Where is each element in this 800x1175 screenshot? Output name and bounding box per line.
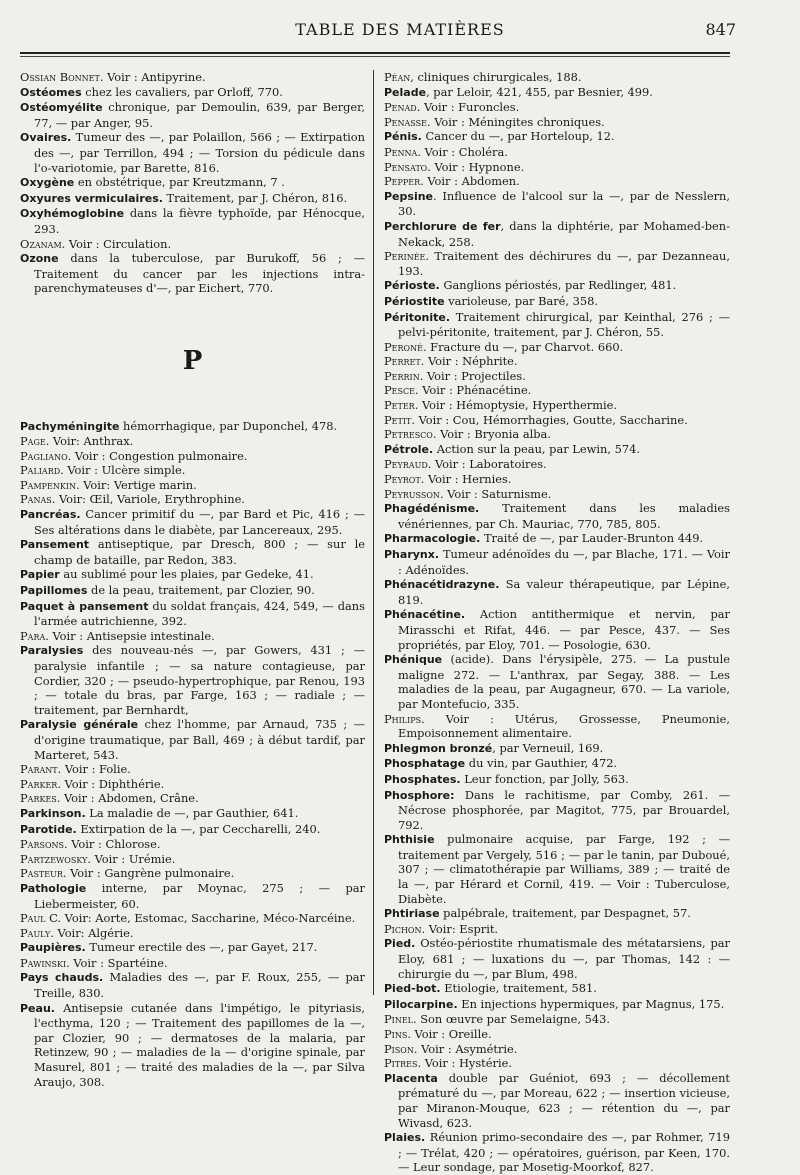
index-entry [20, 837, 365, 852]
header-rule-thin [20, 56, 730, 57]
index-entry [20, 911, 365, 926]
entries-p-continued [384, 70, 730, 1175]
index-entry [384, 70, 730, 85]
entry-heading: Peyrusson [384, 486, 440, 501]
index-entry [384, 501, 730, 531]
entry-heading: Pepper [384, 174, 421, 189]
entry-text: des nouveau-nés —, par Gowers, 431 ; — paralysie infantile ; — sa nature contagieuse, par Cordier, 320 ; — pseudo-hypertrophique, par Renou, 193 ; — totale du bras, par Farge, 163 ; — radiale ; — traitement, par Bernhardt, [34, 643, 365, 717]
column-divider [373, 70, 374, 995]
entry-heading: Para [20, 628, 46, 643]
entry-text: du vin, par Gauthier, 472. [465, 756, 618, 771]
entry-heading: Parker [20, 776, 58, 791]
entry-heading: Paupières. [20, 941, 86, 955]
index-entry [384, 294, 730, 310]
entry-heading: Périostite [384, 294, 445, 308]
entry-text: interne, par Moynac, 275 ; — par Liebermeister, 60. [34, 880, 365, 911]
entry-text: . Voir : Oreille. [407, 1027, 492, 1041]
index-entry [20, 629, 365, 644]
entry-heading: Oxyhémoglobine [20, 207, 125, 221]
index-entry [384, 278, 730, 294]
index-entry [20, 926, 365, 941]
entry-heading: Pénis. [384, 130, 422, 144]
entry-text: . Voir : Circulation. [61, 236, 172, 251]
entry-text: . Voir: Anthrax. [45, 434, 134, 449]
entry-heading: Pharynx. [384, 548, 440, 561]
index-entry [384, 922, 730, 937]
entry-heading: Paquet à pansement [20, 599, 149, 613]
index-entry [384, 413, 730, 428]
entry-heading: Phlegmon bronzé [384, 741, 493, 755]
index-entry [384, 712, 730, 741]
index-entry [384, 997, 730, 1013]
index-entry [384, 115, 730, 130]
entry-text: . Voir : Hémoptysie, Hyperthermie. [414, 398, 618, 413]
entry-text: . Voir: Algérie. [50, 925, 134, 940]
entry-text: . Voir : Bryonia alba. [432, 427, 551, 442]
entry-text: Cancer primitif du —, par Bard et Pic, 416 ; — Ses altérations dans le diabète, par Lancereaux, 295. [34, 507, 365, 537]
entry-text: en obstétrique, par Kreutzmann, 7 . [74, 175, 285, 190]
entry-text: . Voir : Gangrène pulmonaire. [62, 866, 235, 881]
entry-text: Tumeur erectile des —, par Gayet, 217. [85, 940, 318, 955]
index-entry [384, 1071, 730, 1130]
entry-heading: Ovaires. [20, 131, 72, 145]
entry-heading: Plaies. [384, 1131, 426, 1145]
entry-text: Ganglions périostés, par Redlinger, 481. [439, 278, 677, 293]
entry-text: . Voir : Abdomen. [420, 174, 520, 189]
index-entry [20, 191, 365, 207]
index-entry [384, 1056, 730, 1071]
index-entry [384, 547, 730, 577]
index-entry [20, 463, 365, 478]
entry-heading: Ostéomes [20, 85, 82, 99]
index-entry [20, 507, 365, 537]
index-entry [384, 398, 730, 413]
entry-text: Extirpation de la —, par Ceccharelli, 240. [76, 821, 321, 836]
index-entry [384, 741, 730, 757]
right-column [384, 70, 730, 1175]
entry-heading: Oxyures vermiculaires. [20, 191, 163, 205]
entry-heading: Phénacétine. [384, 608, 466, 622]
index-entry [384, 310, 730, 340]
index-entry [20, 567, 365, 583]
entry-text: . Fracture du —, par Charvot. 660. [422, 339, 624, 354]
entry-heading: Pagliano [20, 448, 68, 463]
entry-heading: Pensato [384, 159, 428, 174]
entry-heading: Pansement [20, 538, 90, 552]
section-letter: P [182, 345, 203, 376]
entries-p [20, 419, 365, 1090]
page-number: 847 [705, 20, 736, 39]
index-entry [20, 822, 365, 838]
entry-heading: Pathologie [20, 881, 87, 895]
index-entry [384, 174, 730, 189]
entry-heading: Paralysie générale [20, 718, 139, 732]
entry-text: double par Guéniot, 693 ; — décollement prématuré du —, par Moreau, 622 ; — insertion vicieuse, par Miranon-Mouque, 623 ; — rétention du —, par Wivasd, 623. [398, 1070, 730, 1130]
entry-heading: Pins [384, 1027, 408, 1041]
entry-text: Dans le rachitisme, par Comby, 261. — Nécrose phosphorée, par Magitot, 775, par Brouardel, 792. [398, 787, 730, 832]
page-header [0, 18, 800, 46]
index-entry [384, 442, 730, 458]
entry-text: . Voir : Furoncles. [416, 100, 520, 115]
entry-heading: Pays chauds. [20, 971, 104, 985]
entry-heading: Paralysies [20, 644, 84, 658]
index-entry [20, 130, 365, 175]
index-entry [20, 762, 365, 777]
entry-heading: Phagédénisme. [384, 502, 480, 516]
entry-text: . Voir : Spartéine. [66, 955, 168, 970]
entry-heading: Page [20, 434, 46, 449]
entry-heading: Phosphatage [384, 757, 466, 771]
entry-heading: Pawinski [20, 955, 67, 970]
index-entry [384, 772, 730, 788]
index-entry [384, 160, 730, 175]
index-entry [384, 383, 730, 398]
entry-text: Action sur la peau, par Lewin, 574. [433, 441, 640, 456]
entry-text: , dans la diphtérie, par Mohamed-ben-Nekack, 258. [398, 218, 730, 249]
index-entry [20, 537, 365, 567]
index-entry [20, 206, 365, 236]
entry-text: . Influence de l'alcool sur la —, par de Nesslern, 30. [398, 188, 730, 219]
entry-heading: Pauly [20, 925, 51, 940]
index-entry [384, 1027, 730, 1042]
index-entry [20, 492, 365, 507]
index-entry [20, 970, 365, 1000]
index-entry [384, 577, 730, 607]
index-entry [384, 981, 730, 997]
entry-heading: Peau. [20, 1001, 55, 1015]
index-entry [20, 449, 365, 464]
entry-heading: Paliard [20, 463, 61, 478]
entry-heading: Placenta [384, 1071, 438, 1085]
entry-heading: Parkes [20, 791, 57, 806]
entry-heading: Penasse [384, 114, 427, 129]
entry-heading: Peyraud [384, 457, 428, 472]
entry-text: Traitement dans les maladies vénériennes, par Ch. Mauriac, 770, 785, 805. [398, 501, 730, 531]
entry-heading: Pancréas. [20, 508, 81, 522]
index-entry [384, 788, 730, 833]
entry-text: En injections hypermiques, par Magnus, 175. [457, 996, 725, 1011]
entry-text: . Voir : Antipyrine. [99, 70, 206, 84]
index-entry [20, 643, 365, 717]
entry-text: . Voir: Œil, Variole, Erythrophine. [51, 492, 245, 507]
entry-heading: Phénique [384, 653, 443, 667]
index-entry [384, 457, 730, 472]
entry-heading: Papillomes [20, 584, 88, 598]
index-entry [384, 427, 730, 442]
index-entry [384, 652, 730, 711]
entry-heading: Peyrot [384, 472, 421, 487]
entry-heading: Peroné [384, 339, 423, 354]
index-entry [20, 956, 365, 971]
entry-text: . Voir : Méningites chroniques. [426, 114, 605, 129]
index-entry [384, 472, 730, 487]
entry-heading: Philips [384, 711, 422, 726]
entry-text: pulmonaire acquise, par Farge, 192 ; — traitement par Vergely, 516 ; — par le tanin, par Duboué, 307 ; — climatothérapie par Williams, 389 ; — traité de la —, par Hérard et Cornil, 419. — Voir : Tuberculose, Diabète. [398, 832, 730, 906]
entry-text: . Voir : Laboratoires. [427, 457, 547, 472]
entry-heading: Peter [384, 398, 415, 413]
entry-heading: Paul [20, 911, 46, 926]
entry-heading: Pison [384, 1041, 414, 1056]
entry-text: dans la tuberculose, par Burukoff, 56 ; — Traitement du cancer par les injections intra-parenchymateuses d'—, par Eichert, 770. [34, 251, 365, 296]
running-title: TABLE DES MATIÈRES [295, 20, 505, 39]
entry-text: . Voir : Abdomen, Crâne. [56, 791, 199, 806]
header-rule [20, 52, 730, 54]
entry-heading: Perrin [384, 368, 420, 383]
entry-heading: Ostéomyélite [20, 101, 103, 115]
entry-heading: Pelade [384, 85, 427, 99]
entry-text: C. Voir: Aorte, Estomac, Saccharine, Méco-Narcéine. [45, 911, 356, 926]
index-entry [20, 881, 365, 911]
index-entry [384, 607, 730, 652]
entry-text: . Voir : Utérus, Grossesse, Pneumonie, Empoisonnement alimentaire. [398, 711, 730, 741]
entry-text: . Voir : Choléra. [417, 144, 508, 159]
entry-text: varioleuse, par Baré, 358. [444, 293, 599, 308]
entry-heading: Péritonite. [384, 310, 451, 324]
entry-text: Etiologie, traitement, 581. [440, 981, 597, 996]
index-entry [20, 70, 365, 85]
entry-heading: Petit [384, 412, 412, 427]
entry-text: Maladies des —, par F. Roux, 255, — par Treille, 830. [34, 970, 365, 1001]
index-entry [384, 145, 730, 160]
entry-heading: Phthisie [384, 833, 435, 847]
index-entry [20, 940, 365, 956]
entry-heading: Panas [20, 492, 52, 507]
entry-heading: Penna [384, 144, 418, 159]
entry-text: . Voir : Phénacétine. [414, 383, 532, 398]
entry-text: Traitement chirurgical, par Keinthal, 276 ; — pelvi-péritonite, traitement, par J. Chéron, 55. [398, 309, 730, 340]
index-entry [384, 1012, 730, 1027]
index-entry [384, 189, 730, 219]
entry-heading: Pesce [384, 383, 415, 398]
entry-heading: Papier [20, 568, 60, 582]
entry-text: . Traitement des déchirures du —, par Dezanneau, 193. [398, 249, 730, 278]
index-entry [20, 85, 365, 101]
index-entry [20, 478, 365, 493]
entry-text: palpébrale, traitement, par Despagnet, 57. [439, 906, 691, 921]
entry-text: . Voir : Chlorose. [64, 837, 161, 852]
index-entry [20, 175, 365, 191]
index-entry [20, 717, 365, 762]
entry-text: , par Leloir, 421, 455, par Besnier, 499. [426, 84, 653, 99]
entry-text: Leur fonction, par Jolly, 563. [460, 771, 629, 786]
entry-text: Traité de —, par Lauder-Brunton 449. [480, 531, 704, 546]
entry-text: chronique, par Demoulin, 639, par Berger, 77, — par Anger, 95. [34, 100, 365, 130]
entry-heading: Oxygène [20, 176, 75, 190]
entry-text: chez l'homme, par Arnaud, 735 ; — d'origine traumatique, par Ball, 469 ; à début tardif, par Marteret, 543. [34, 717, 365, 762]
index-entry [20, 599, 365, 629]
entry-text: hémorrhagique, par Duponchel, 478. [119, 418, 338, 433]
entry-heading: Perinée [384, 249, 426, 264]
entry-text: . Voir : Folie. [57, 762, 131, 777]
entry-heading: Pepsine [384, 189, 434, 203]
left-column [20, 70, 365, 1089]
entry-text: Antisepsie cutanée dans l'impétigo, le pityriasis, l'ecthyma, 120 ; — Traitement des papillomes de la —, par Clozier, 90 ; — dermatoses de la malaria, par Retinzew, 90 ; — maladies de la — d'origine spinale, par Masurel, 801 ; — traité des maladies de la —, par Silva Araujo, 308. [34, 1000, 365, 1089]
entry-text: . Voir : Cou, Hémorrhagies, Goutte, Saccharine. [411, 412, 688, 427]
index-entry [20, 419, 365, 435]
entry-text: Tumeur des —, par Polaillon, 566 ; — Extirpation des —, par Terrillon, 494 ; — Torsion du pédicule dans l'o-variotomie, par Barette, 816. [34, 130, 365, 175]
index-entry [20, 251, 365, 296]
entry-heading: Penad [384, 100, 417, 115]
index-entry [384, 369, 730, 384]
index-entry [20, 583, 365, 599]
entry-heading: Phtiriase [384, 907, 440, 921]
entry-heading: Pétrole. [384, 442, 434, 456]
entry-text: . Voir : Projectiles. [419, 368, 526, 383]
entry-text: . Son œuvre par Semelaigne, 543. [412, 1012, 610, 1027]
entry-text: Sa valeur thérapeutique, par Lépine, 819. [398, 577, 730, 607]
index-entry [384, 936, 730, 981]
index-entry [384, 832, 730, 906]
entry-text: . Voir : Congestion pulmonaire. [67, 448, 248, 463]
index-entry [384, 1130, 730, 1175]
entry-text: antiseptique, par Dresch, 800 ; — sur le champ de bataille, par Redon, 383. [34, 537, 365, 567]
entry-text: . Voir : Urémie. [87, 851, 176, 866]
entry-text: La maladie de —, par Gauthier, 641. [85, 805, 299, 820]
index-entry [384, 249, 730, 278]
index-entry [384, 340, 730, 355]
index-entry [20, 852, 365, 867]
entry-text: . Voir : Hystérie. [417, 1056, 512, 1071]
index-entry [384, 487, 730, 502]
entry-text: Réunion primo-secondaire des —, par Rohmer, 719 ; — Trélat, 420 ; — opératoires, guérison, par Keen, 170. — Leur sondage, par Mosetig-Moorkof, 827. [398, 1130, 730, 1175]
index-entry [384, 129, 730, 145]
entry-text: . Voir : Saturnisme. [439, 486, 552, 501]
index-entry [384, 531, 730, 547]
entry-text: Ostéo-périostite rhumatismale des métatarsiens, par Eloy, 681 ; — luxations du —, par Thomas, 142 : — chirurgie du —, par Blum, 498. [398, 936, 730, 981]
entry-text: . Voir: Vertige marin. [76, 477, 197, 492]
index-entry [20, 1001, 365, 1090]
entry-text: de la peau, traitement, par Clozier, 90. [87, 583, 315, 598]
entry-heading: Pichon [384, 921, 422, 936]
entry-text: du soldat français, 424, 549, — dans l'armée autrichienne, 392. [34, 598, 365, 629]
entry-text: . Voir : Hernies. [420, 472, 512, 487]
entry-text: . Voir: Esprit. [421, 921, 499, 936]
entry-heading: Parsons [20, 837, 64, 852]
index-entry [20, 777, 365, 792]
index-entry [20, 791, 365, 806]
entry-heading: Ossian Bonnet [20, 70, 100, 84]
entry-heading: Phénacétidrazyne. [384, 578, 500, 592]
entry-text: chez les cavaliers, par Orloff, 770. [81, 84, 283, 99]
entry-text: Cancer du —, par Horteloup, 12. [421, 129, 615, 144]
entry-heading: Pasteur [20, 866, 63, 881]
index-entry [384, 756, 730, 772]
index-entry [384, 100, 730, 115]
entry-heading: Phosphore: [384, 788, 455, 802]
index-entry [384, 1042, 730, 1057]
entry-text: (acide). Dans l'érysipèle, 275. — La pustule maligne 272. — L'anthrax, par Segay, 388. — Les maladies de la peau, par Augagneur, 670. — La variole, par Montefucio, 335. [398, 652, 730, 711]
entry-heading: Perret [384, 354, 421, 369]
entry-text: Tumeur adénoïdes du —, par Blache, 171. — Voir : Adénoïdes. [398, 547, 730, 577]
entry-text: . Voir : Antisepsie intestinale. [45, 628, 215, 643]
entry-heading: Parotide. [20, 822, 77, 836]
entry-text: au sublimé pour les plaies, par Gedeke, 41. [59, 567, 314, 582]
entry-text: dans la fièvre typhoïde, par Hénocque, 293. [34, 206, 365, 236]
index-entry [20, 237, 365, 252]
entry-heading: Pied. [384, 937, 416, 951]
entries-o [20, 70, 365, 296]
index-entry [20, 434, 365, 449]
entry-heading: Ozanam [20, 236, 62, 251]
entry-heading: Parkinson. [20, 806, 86, 820]
entry-text: , cliniques chirurgicales, 188. [410, 70, 582, 84]
entry-heading: Pitres [384, 1056, 418, 1071]
entry-heading: Pied-bot. [384, 982, 441, 996]
entry-heading: Pachyméningite [20, 419, 120, 433]
entry-heading: Péan [384, 70, 411, 84]
entry-text: , par Verneuil, 169. [492, 740, 604, 755]
index-entry [20, 100, 365, 130]
entry-text: . Voir : Asymétrie. [413, 1041, 518, 1056]
entry-text: Action antithermique et nervin, par Mirasschi et Rifat, 446. — par Pesce, 437. — Ses propriétés, par Eloy, 701. — Posologie, 630. [398, 607, 730, 652]
entry-heading: Pharmacologie. [384, 532, 481, 546]
entry-heading: Pinel [384, 1012, 413, 1027]
entry-heading: Pampenkin [20, 477, 76, 492]
index-entry [384, 354, 730, 369]
index-entry [20, 806, 365, 822]
entry-text: . Voir : Néphrite. [420, 354, 518, 369]
index-entry [384, 219, 730, 249]
entry-heading: Petresco [384, 427, 433, 442]
entry-text: . Voir : Hypnone. [427, 159, 525, 174]
index-entry [384, 85, 730, 101]
index-entry [20, 866, 365, 881]
index-entry [384, 906, 730, 922]
entry-text: Traitement, par J. Chéron, 816. [162, 190, 348, 205]
entry-heading: Périoste. [384, 279, 440, 293]
entry-heading: Pilocarpine. [384, 997, 458, 1011]
entry-text: . Voir : Diphthérie. [57, 776, 165, 791]
entry-heading: Parant [20, 762, 58, 777]
entry-heading: Partzewosky [20, 851, 88, 866]
entry-heading: Phosphates. [384, 772, 461, 786]
entry-text: . Voir : Ulcère simple. [60, 463, 186, 478]
entry-heading: Ozone [20, 252, 59, 266]
entry-heading: Perchlorure de fer [384, 219, 501, 233]
